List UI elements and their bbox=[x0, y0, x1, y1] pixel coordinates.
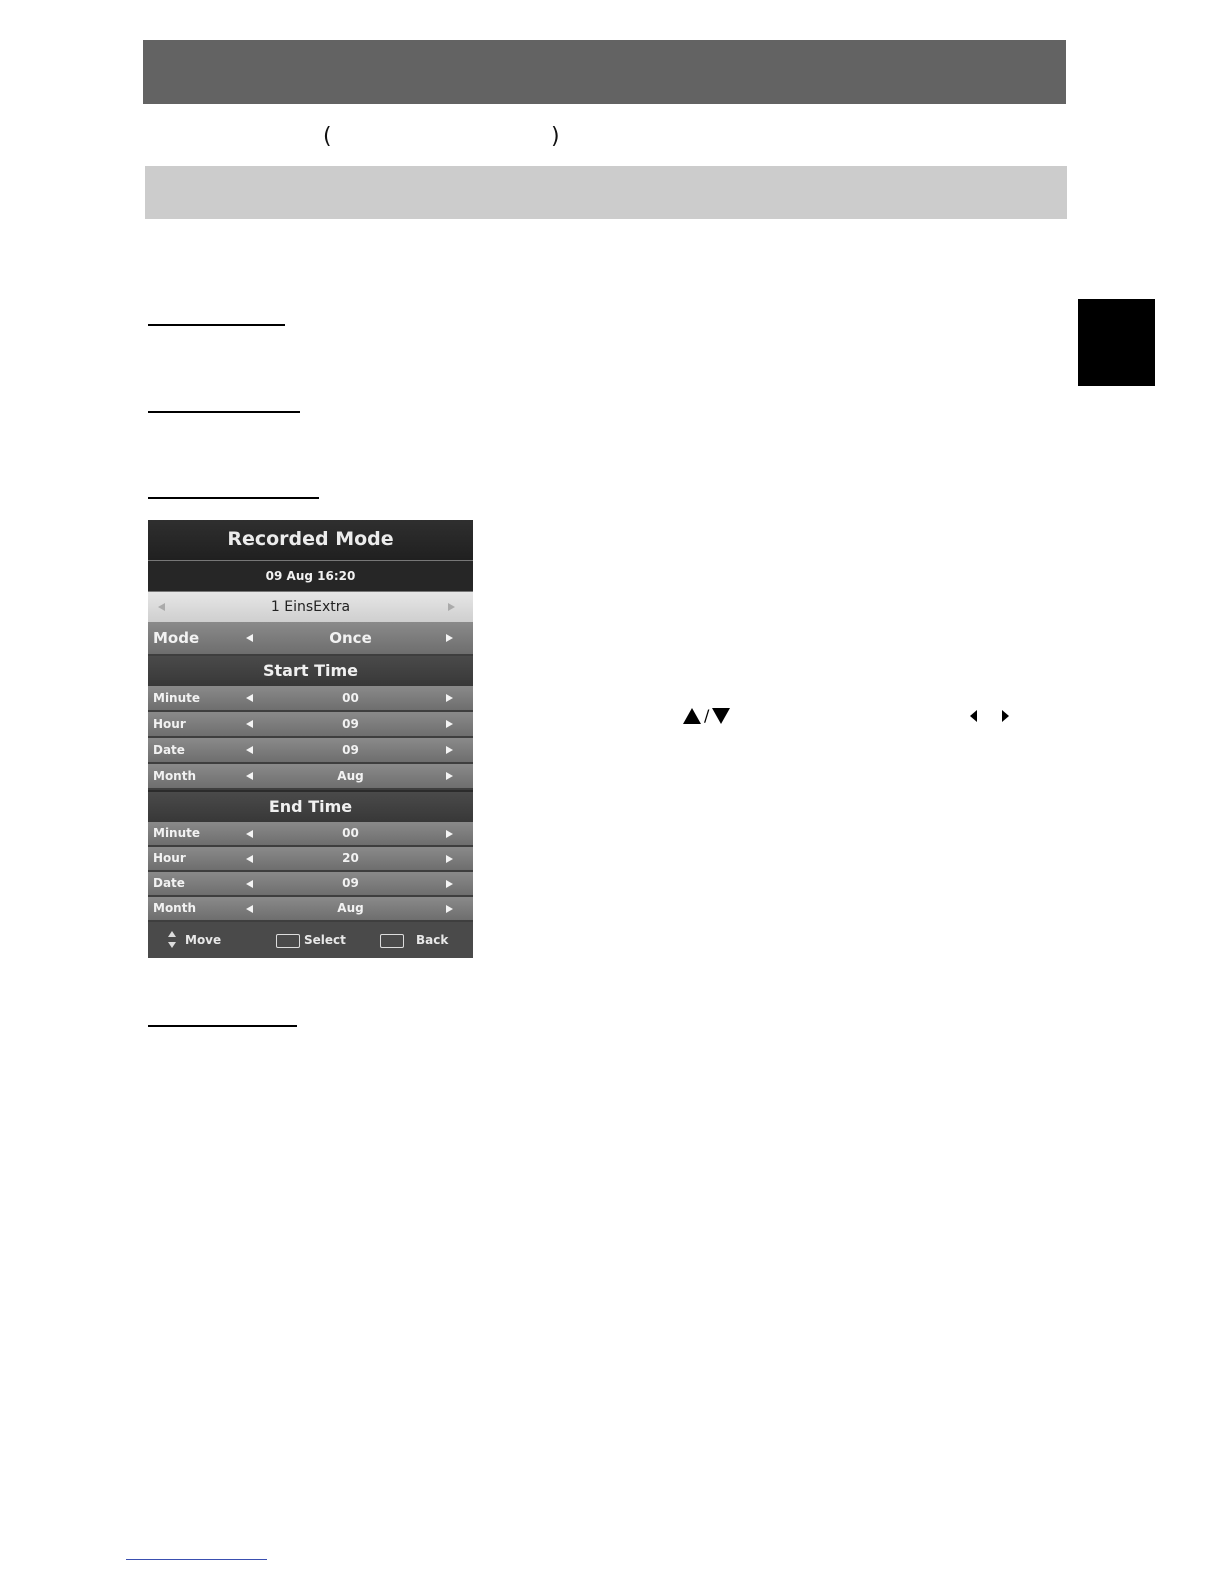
start-date-row[interactable] bbox=[148, 738, 473, 764]
end-minute-row[interactable] bbox=[148, 822, 473, 847]
channel-row[interactable] bbox=[148, 592, 473, 622]
arrow-separator: / bbox=[704, 706, 710, 725]
start-month-row[interactable] bbox=[148, 764, 473, 790]
end-date-row[interactable] bbox=[148, 872, 473, 897]
end-hour-label: Hour bbox=[153, 851, 186, 865]
end-date-value: 09 bbox=[342, 876, 359, 890]
header-bar bbox=[143, 40, 1066, 104]
start-minute-value: 00 bbox=[342, 691, 359, 705]
start-hour-row[interactable] bbox=[148, 712, 473, 738]
down-arrow-icon bbox=[712, 708, 730, 724]
end-minute-right-arrow-icon[interactable] bbox=[446, 830, 453, 838]
enter-key-icon bbox=[276, 934, 300, 948]
start-time-heading: Start Time bbox=[148, 656, 473, 686]
hint-select: Select bbox=[304, 933, 346, 947]
end-minute-value: 00 bbox=[342, 826, 359, 840]
heading-rule-1 bbox=[148, 324, 285, 326]
start-hour-right-arrow-icon[interactable] bbox=[446, 720, 453, 728]
channel-name: 1 EinsExtra bbox=[270, 599, 351, 615]
mode-row[interactable] bbox=[148, 622, 473, 656]
end-date-label: Date bbox=[153, 876, 185, 890]
open-paren: ( bbox=[323, 124, 332, 149]
end-month-right-arrow-icon[interactable] bbox=[446, 905, 453, 913]
start-minute-label: Minute bbox=[153, 691, 201, 705]
mode-value: Once bbox=[329, 629, 372, 647]
end-hour-right-arrow-icon[interactable] bbox=[446, 855, 453, 863]
channel-left-arrow-icon[interactable] bbox=[158, 603, 165, 611]
recorded-mode-osd bbox=[148, 520, 473, 958]
osd-hint-bar bbox=[148, 922, 473, 958]
end-hour-row[interactable] bbox=[148, 847, 473, 872]
start-hour-value: 09 bbox=[342, 717, 359, 731]
start-date-right-arrow-icon[interactable] bbox=[446, 746, 453, 754]
end-minute-label: Minute bbox=[153, 826, 201, 840]
osd-datetime: 09 Aug 16:20 bbox=[148, 560, 473, 592]
heading-rule-3 bbox=[148, 497, 319, 499]
start-month-right-arrow-icon[interactable] bbox=[446, 772, 453, 780]
right-arrow-icon bbox=[1002, 710, 1009, 722]
hint-back: Back bbox=[416, 933, 449, 947]
heading-rule-4 bbox=[148, 1025, 297, 1027]
start-date-label: Date bbox=[153, 743, 185, 757]
end-date-right-arrow-icon[interactable] bbox=[446, 880, 453, 888]
close-paren: ) bbox=[551, 124, 560, 149]
side-tab bbox=[1078, 299, 1155, 386]
start-date-value: 09 bbox=[342, 743, 359, 757]
heading-rule-2 bbox=[148, 411, 300, 413]
end-month-row[interactable] bbox=[148, 897, 473, 922]
end-month-label: Month bbox=[153, 901, 197, 915]
start-month-label: Month bbox=[153, 769, 197, 783]
osd-title: Recorded Mode bbox=[148, 520, 473, 560]
start-month-value: Aug bbox=[337, 769, 364, 783]
up-down-icon bbox=[168, 929, 176, 951]
up-arrow-icon bbox=[683, 708, 701, 724]
channel-right-arrow-icon[interactable] bbox=[448, 603, 455, 611]
end-month-value: Aug bbox=[337, 901, 364, 915]
hint-move: Move bbox=[185, 933, 222, 947]
subheader-bar bbox=[145, 166, 1067, 219]
start-minute-row[interactable] bbox=[148, 686, 473, 712]
left-arrow-icon bbox=[970, 710, 977, 722]
end-time-heading: End Time bbox=[148, 792, 473, 822]
footer-link-rule bbox=[126, 1559, 267, 1560]
start-minute-right-arrow-icon[interactable] bbox=[446, 694, 453, 702]
start-hour-label: Hour bbox=[153, 717, 186, 731]
end-hour-value: 20 bbox=[342, 851, 359, 865]
mode-right-arrow-icon[interactable] bbox=[446, 634, 453, 642]
mode-label: Mode bbox=[153, 629, 200, 647]
menu-key-icon bbox=[380, 934, 404, 948]
